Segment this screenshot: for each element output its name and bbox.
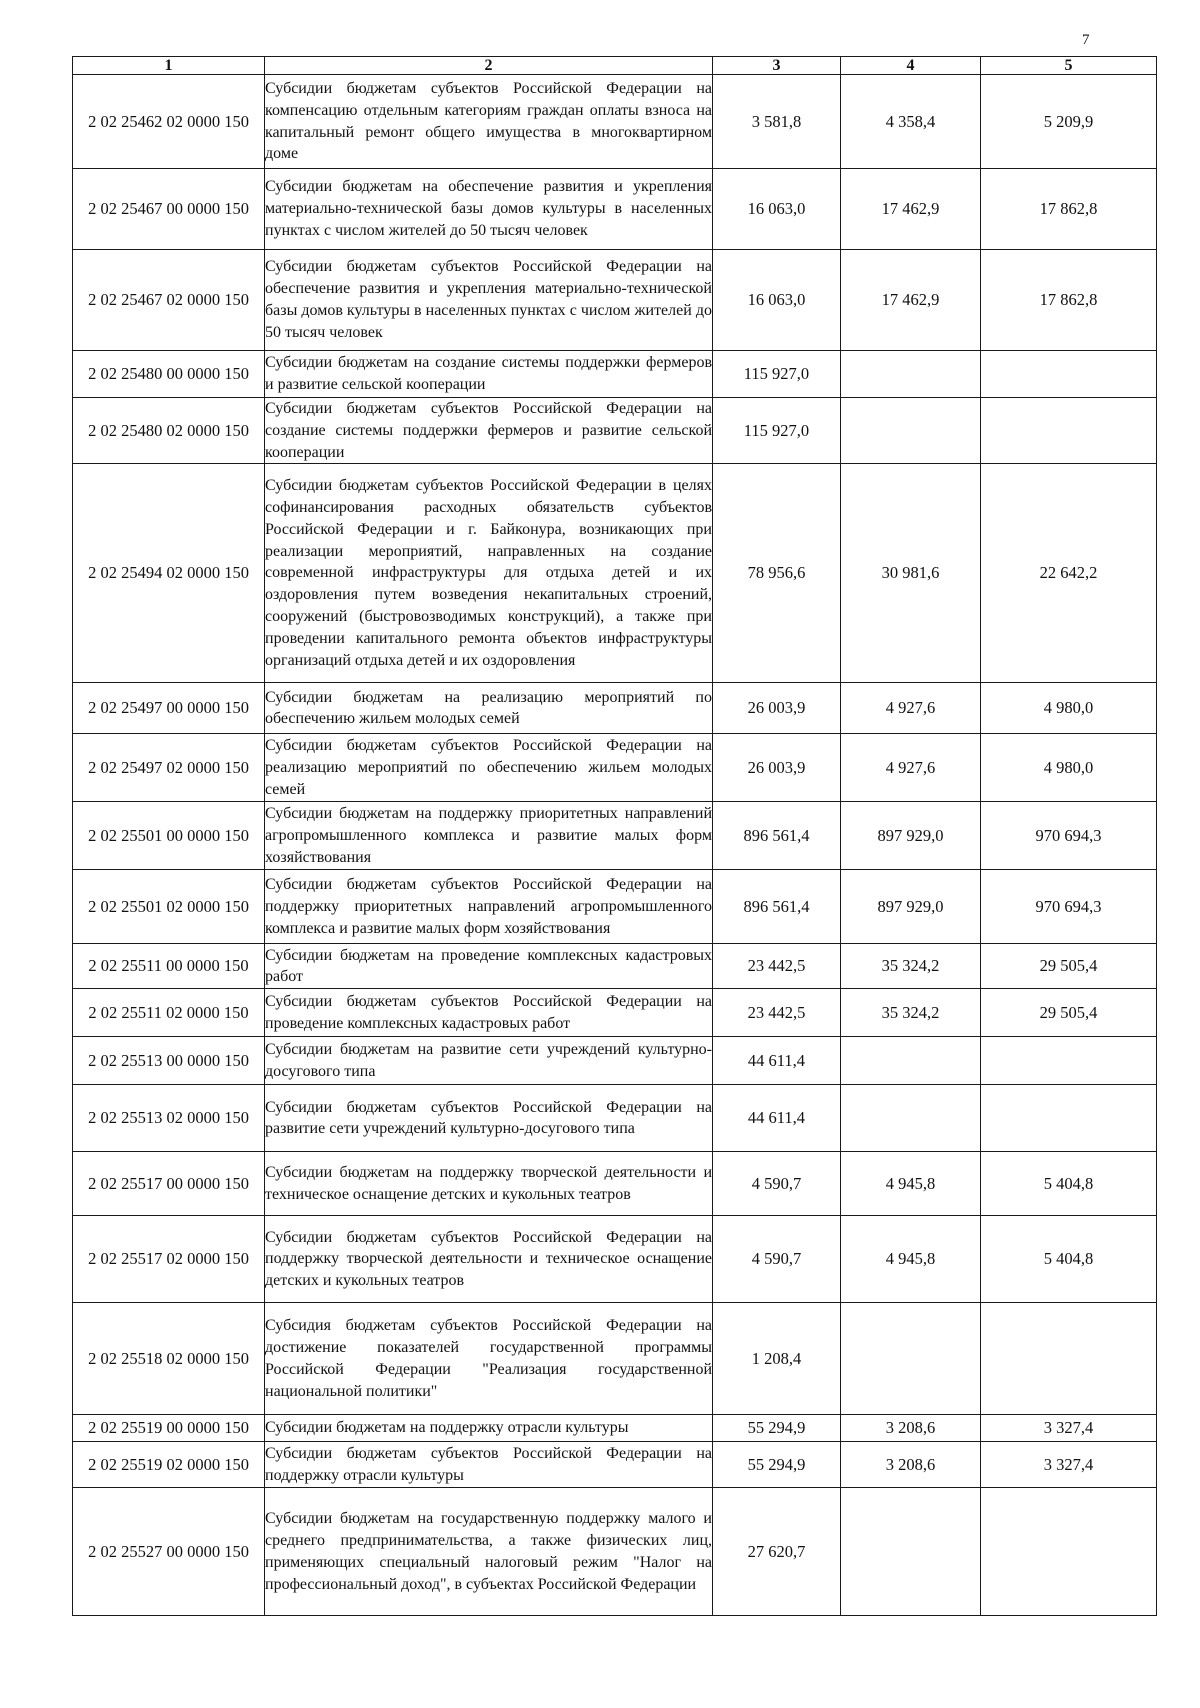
column-header: 2 bbox=[265, 57, 713, 75]
value-col5: 22 642,2 bbox=[981, 464, 1157, 683]
value-col3: 3 581,8 bbox=[713, 75, 841, 169]
table-row bbox=[73, 169, 1157, 250]
value-col5: 970 694,3 bbox=[981, 802, 1157, 870]
table-row bbox=[73, 802, 1157, 870]
value-col4 bbox=[841, 1303, 981, 1415]
value-col4: 3 208,6 bbox=[841, 1442, 981, 1488]
column-header: 4 bbox=[841, 57, 981, 75]
column-header: 5 bbox=[981, 57, 1157, 75]
description: Субсидии бюджетам на проведение комплексных кадастровых работ bbox=[265, 944, 713, 989]
column-header: 3 bbox=[713, 57, 841, 75]
description: Субсидии бюджетам субъектов Российской Федерации в целях софинансирования расходных обязательств субъектов Российской Федерации и г. Байконура, возникающих при реализации мероприятий, направленных на создание современной инфраструктуры для отдыха детей и их оздоровления путем возведения некапитальных строений, сооружений (быстровозводимых конструкций), а также при проведении капитального ремонта объектов инфраструктуры организаций отдыха детей и их оздоровления bbox=[265, 464, 713, 683]
value-col3: 896 561,4 bbox=[713, 870, 841, 944]
description: Субсидии бюджетам субъектов Российской Федерации на реализацию мероприятий по обеспечению жильем молодых семей bbox=[265, 734, 713, 802]
budget-code: 2 02 25480 00 0000 150 bbox=[73, 351, 265, 398]
budget-table bbox=[72, 56, 1157, 1616]
description: Субсидии бюджетам на поддержку творческой деятельности и техническое оснащение детских и кукольных театров bbox=[265, 1152, 713, 1216]
budget-code: 2 02 25494 02 0000 150 bbox=[73, 464, 265, 683]
budget-code: 2 02 25519 00 0000 150 bbox=[73, 1415, 265, 1442]
table-row bbox=[73, 734, 1157, 802]
value-col5: 3 327,4 bbox=[981, 1442, 1157, 1488]
table-row bbox=[73, 683, 1157, 734]
table-row bbox=[73, 75, 1157, 169]
value-col5: 3 327,4 bbox=[981, 1415, 1157, 1442]
description: Субсидии бюджетам на поддержку приоритетных направлений агропромышленного комплекса и развитие малых форм хозяйствования bbox=[265, 802, 713, 870]
value-col5: 4 980,0 bbox=[981, 683, 1157, 734]
value-col3: 16 063,0 bbox=[713, 169, 841, 250]
column-header: 1 bbox=[73, 57, 265, 75]
table-row bbox=[73, 250, 1157, 351]
budget-code: 2 02 25462 02 0000 150 bbox=[73, 75, 265, 169]
description: Субсидии бюджетам субъектов Российской Федерации на поддержку отрасли культуры bbox=[265, 1442, 713, 1488]
table-row bbox=[73, 870, 1157, 944]
budget-code: 2 02 25467 00 0000 150 bbox=[73, 169, 265, 250]
value-col4: 17 462,9 bbox=[841, 169, 981, 250]
table-row bbox=[73, 1488, 1157, 1616]
value-col3: 26 003,9 bbox=[713, 734, 841, 802]
budget-code: 2 02 25517 02 0000 150 bbox=[73, 1216, 265, 1303]
value-col3: 78 956,6 bbox=[713, 464, 841, 683]
value-col3: 23 442,5 bbox=[713, 944, 841, 989]
table-row bbox=[73, 1442, 1157, 1488]
value-col3: 44 611,4 bbox=[713, 1037, 841, 1085]
header-row bbox=[73, 57, 1157, 75]
value-col3: 44 611,4 bbox=[713, 1085, 841, 1152]
value-col3: 4 590,7 bbox=[713, 1216, 841, 1303]
description: Субсидии бюджетам на создание системы поддержки фермеров и развитие сельской кооперации bbox=[265, 351, 713, 398]
value-col5: 17 862,8 bbox=[981, 250, 1157, 351]
table-row bbox=[73, 398, 1157, 464]
description: Субсидия бюджетам субъектов Российской Федерации на достижение показателей государственной программы Российской Федерации "Реализация государственной национальной политики" bbox=[265, 1303, 713, 1415]
value-col4: 4 927,6 bbox=[841, 683, 981, 734]
value-col4: 30 981,6 bbox=[841, 464, 981, 683]
budget-code: 2 02 25518 02 0000 150 bbox=[73, 1303, 265, 1415]
budget-code: 2 02 25497 02 0000 150 bbox=[73, 734, 265, 802]
description: Субсидии бюджетам субъектов Российской Федерации на поддержку творческой деятельности и техническое оснащение детских и кукольных театров bbox=[265, 1216, 713, 1303]
value-col4: 17 462,9 bbox=[841, 250, 981, 351]
value-col3: 896 561,4 bbox=[713, 802, 841, 870]
budget-code: 2 02 25513 00 0000 150 bbox=[73, 1037, 265, 1085]
table-row bbox=[73, 1303, 1157, 1415]
value-col4: 3 208,6 bbox=[841, 1415, 981, 1442]
description: Субсидии бюджетам субъектов Российской Федерации на компенсацию отдельным категориям граждан оплаты взноса на капитальный ремонт общего имущества в многоквартирном доме bbox=[265, 75, 713, 169]
value-col5 bbox=[981, 1085, 1157, 1152]
table-row bbox=[73, 944, 1157, 989]
value-col4: 35 324,2 bbox=[841, 944, 981, 989]
table-row bbox=[73, 1037, 1157, 1085]
value-col3: 55 294,9 bbox=[713, 1442, 841, 1488]
table-row bbox=[73, 464, 1157, 683]
table-row bbox=[73, 1415, 1157, 1442]
value-col4: 4 927,6 bbox=[841, 734, 981, 802]
value-col5: 5 404,8 bbox=[981, 1216, 1157, 1303]
value-col5: 29 505,4 bbox=[981, 944, 1157, 989]
description: Субсидии бюджетам субъектов Российской Федерации на развитие сети учреждений культурно-досугового типа bbox=[265, 1085, 713, 1152]
description: Субсидии бюджетам субъектов Российской Федерации на создание системы поддержки фермеров и развитие сельской кооперации bbox=[265, 398, 713, 464]
budget-code: 2 02 25519 02 0000 150 bbox=[73, 1442, 265, 1488]
value-col5: 970 694,3 bbox=[981, 870, 1157, 944]
description: Субсидии бюджетам субъектов Российской Федерации на проведение комплексных кадастровых работ bbox=[265, 989, 713, 1037]
value-col4: 35 324,2 bbox=[841, 989, 981, 1037]
description: Субсидии бюджетам субъектов Российской Федерации на обеспечение развития и укрепления материально-технической базы домов культуры в населенных пунктах с числом жителей до 50 тысяч человек bbox=[265, 250, 713, 351]
value-col4: 4 358,4 bbox=[841, 75, 981, 169]
value-col5 bbox=[981, 1037, 1157, 1085]
description: Субсидии бюджетам на поддержку отрасли культуры bbox=[265, 1415, 713, 1442]
value-col4: 4 945,8 bbox=[841, 1216, 981, 1303]
description: Субсидии бюджетам на реализацию мероприятий по обеспечению жильем молодых семей bbox=[265, 683, 713, 734]
value-col3: 27 620,7 bbox=[713, 1488, 841, 1616]
table-row bbox=[73, 1152, 1157, 1216]
budget-code: 2 02 25527 00 0000 150 bbox=[73, 1488, 265, 1616]
value-col4 bbox=[841, 1085, 981, 1152]
budget-code: 2 02 25511 00 0000 150 bbox=[73, 944, 265, 989]
value-col4 bbox=[841, 1037, 981, 1085]
description: Субсидии бюджетам на обеспечение развития и укрепления материально-технической базы домов культуры в населенных пунктах с числом жителей до 50 тысяч человек bbox=[265, 169, 713, 250]
value-col4 bbox=[841, 398, 981, 464]
value-col3: 55 294,9 bbox=[713, 1415, 841, 1442]
table-row bbox=[73, 351, 1157, 398]
value-col5 bbox=[981, 398, 1157, 464]
budget-code: 2 02 25497 00 0000 150 bbox=[73, 683, 265, 734]
budget-code: 2 02 25501 02 0000 150 bbox=[73, 870, 265, 944]
value-col5: 5 404,8 bbox=[981, 1152, 1157, 1216]
value-col5: 29 505,4 bbox=[981, 989, 1157, 1037]
value-col4: 897 929,0 bbox=[841, 870, 981, 944]
table-row bbox=[73, 1216, 1157, 1303]
description: Субсидии бюджетам на развитие сети учреждений культурно-досугового типа bbox=[265, 1037, 713, 1085]
value-col5 bbox=[981, 1488, 1157, 1616]
table-row bbox=[73, 989, 1157, 1037]
budget-code: 2 02 25513 02 0000 150 bbox=[73, 1085, 265, 1152]
value-col3: 115 927,0 bbox=[713, 351, 841, 398]
budget-code: 2 02 25501 00 0000 150 bbox=[73, 802, 265, 870]
value-col4: 897 929,0 bbox=[841, 802, 981, 870]
value-col3: 26 003,9 bbox=[713, 683, 841, 734]
value-col3: 16 063,0 bbox=[713, 250, 841, 351]
budget-code: 2 02 25511 02 0000 150 bbox=[73, 989, 265, 1037]
value-col3: 23 442,5 bbox=[713, 989, 841, 1037]
value-col5: 4 980,0 bbox=[981, 734, 1157, 802]
page-number: 7 bbox=[1082, 32, 1090, 48]
value-col4 bbox=[841, 1488, 981, 1616]
value-col5: 17 862,8 bbox=[981, 169, 1157, 250]
value-col5 bbox=[981, 1303, 1157, 1415]
budget-code: 2 02 25467 02 0000 150 bbox=[73, 250, 265, 351]
value-col3: 115 927,0 bbox=[713, 398, 841, 464]
value-col3: 1 208,4 bbox=[713, 1303, 841, 1415]
budget-code: 2 02 25517 00 0000 150 bbox=[73, 1152, 265, 1216]
table-row bbox=[73, 1085, 1157, 1152]
value-col5: 5 209,9 bbox=[981, 75, 1157, 169]
value-col5 bbox=[981, 351, 1157, 398]
description: Субсидии бюджетам на государственную поддержку малого и среднего предпринимательства, а также физических лиц, применяющих специальный налоговый режим "Налог на профессиональный доход", в субъектах Российской Федерации bbox=[265, 1488, 713, 1616]
description: Субсидии бюджетам субъектов Российской Федерации на поддержку приоритетных направлений агропромышленного комплекса и развитие малых форм хозяйствования bbox=[265, 870, 713, 944]
value-col4 bbox=[841, 351, 981, 398]
value-col4: 4 945,8 bbox=[841, 1152, 981, 1216]
budget-code: 2 02 25480 02 0000 150 bbox=[73, 398, 265, 464]
value-col3: 4 590,7 bbox=[713, 1152, 841, 1216]
